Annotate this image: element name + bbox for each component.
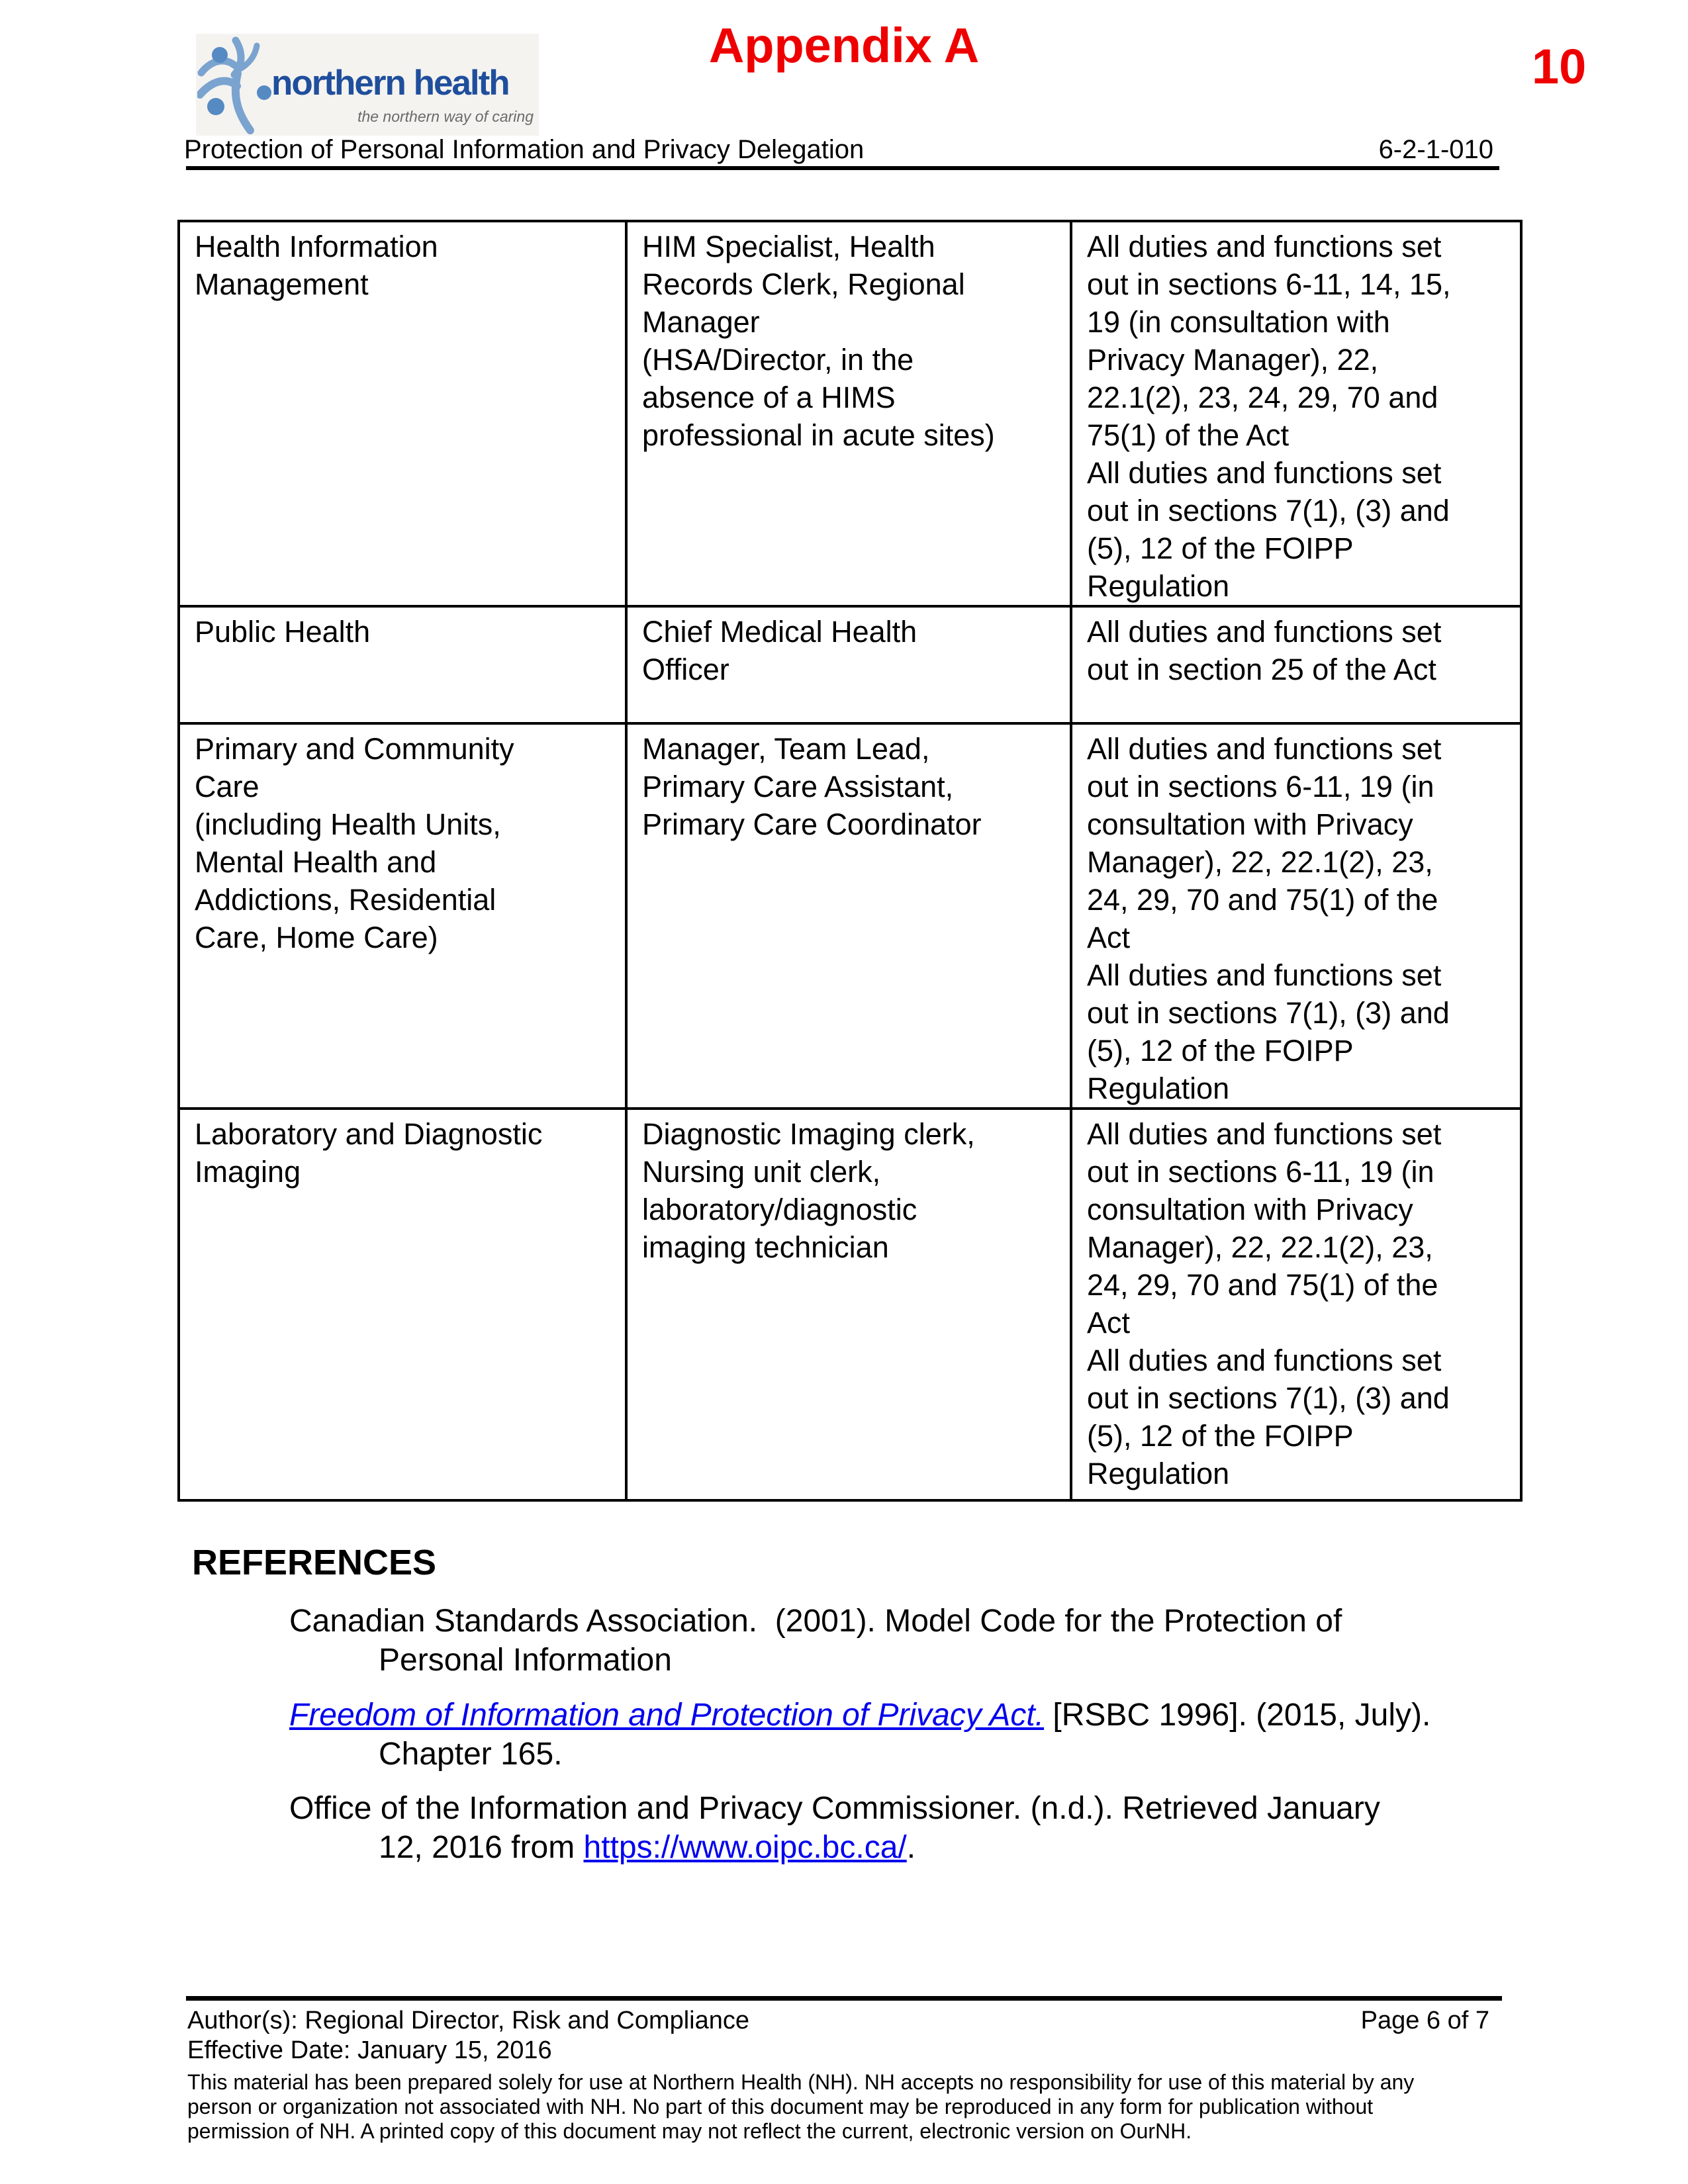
logo-dot [257, 85, 271, 100]
footer-disclaimer: This material has been prepared solely for use at Northern Health (NH). NH accepts no responsibility for use of this material by any person or organization not associated with NH. No part of this document may be reproduced in any form for publication without permission of NH. A printed copy of this document may not reflect the current, electronic version on OurNH. [187, 2070, 1415, 2143]
reference-citation-text: . [906, 1830, 916, 1865]
page-annotation-number: 10 [1532, 39, 1587, 94]
reference-citation-text: [RSBC 1996]. (2015, July). [1044, 1698, 1431, 1733]
table-row [179, 221, 1521, 606]
reference-line: Office of the Information and Privacy Commissioner. (n.d.). Retrieved January [289, 1791, 1380, 1826]
program-cell: Public Health [179, 606, 626, 723]
footer-effective-date: Effective Date: January 15, 2016 [187, 2036, 552, 2064]
positions-cell: Diagnostic Imaging clerk, Nursing unit clerk, laboratory/diagnostic imaging technician [626, 1109, 1071, 1500]
duties-cell: All duties and functions set out in sections 6-11, 19 (in consultation with Privacy Manager), 22, 22.1(2), 23, 24, 29, 70 and 75(1) of the Act All duties and functions set out in sections 7(1), (3) and (5), 12 of the FOIPP Regulation [1071, 1109, 1521, 1500]
footer-divider [186, 1996, 1502, 2001]
reference-entry-foippa [289, 1696, 1547, 1774]
logo-dot [207, 98, 224, 115]
reference-entry-csa: Canadian Standards Association. (2001). Model Code for the Protection of Personal Information [289, 1604, 1342, 1678]
positions-cell: HIM Specialist, Health Records Clerk, Regional Manager (HSA/Director, in the absence of a HIMS professional in acute sites) [626, 221, 1071, 606]
reference-entry-oipc [289, 1789, 1547, 1867]
reference-citation-text: 12, 2016 from [379, 1830, 584, 1865]
duties-cell: All duties and functions set out in sections 6-11, 19 (in consultation with Privacy Manager), 22, 22.1(2), 23, 24, 29, 70 and 75(1) of the Act All duties and functions set out in sections 7(1), (3) and (5), 12 of the FOIPP Regulation [1071, 723, 1521, 1109]
table-row [179, 723, 1521, 1109]
duties-cell: All duties and functions set out in sections 6-11, 14, 15, 19 (in consultation with Privacy Manager), 22, 22.1(2), 23, 24, 29, 70 and 75(1) of the Act All duties and functions set out in sections 7(1), (3) and (5), 12 of the FOIPP Regulation [1071, 221, 1521, 606]
footer-author: Author(s): Regional Director, Risk and Compliance [187, 2007, 750, 2034]
header-divider [186, 166, 1499, 170]
program-cell: Health Information Management [179, 221, 626, 606]
reference-line: Chapter 165. [379, 1737, 563, 1772]
references-heading: REFERENCES [192, 1543, 437, 1582]
footer-page-number: Page 6 of 7 [1360, 2007, 1489, 2034]
reference-line [379, 1828, 1547, 1867]
positions-cell: Manager, Team Lead, Primary Care Assistant, Primary Care Coordinator [626, 723, 1071, 1109]
document-code: 6-2-1-010 [1378, 135, 1493, 164]
document-title: Protection of Personal Information and Privacy Delegation [184, 135, 865, 164]
appendix-label: Appendix A [708, 18, 980, 73]
oipc-url-link[interactable]: https://www.oipc.bc.ca/ [583, 1830, 907, 1865]
program-cell: Primary and Community Care (including Health Units, Mental Health and Addictions, Residential Care, Home Care) [179, 723, 626, 1109]
program-cell: Laboratory and Diagnostic Imaging [179, 1109, 626, 1500]
reference-line [289, 1696, 1547, 1735]
logo-wordmark: northern health [271, 64, 509, 103]
table-row [179, 1109, 1521, 1500]
logo-tagline: the northern way of caring [357, 108, 534, 125]
duties-cell: All duties and functions set out in section 25 of the Act [1071, 606, 1521, 723]
table-row [179, 606, 1521, 723]
foippa-link[interactable]: Freedom of Information and Protection of Privacy Act. [289, 1698, 1045, 1733]
positions-cell: Chief Medical Health Officer [626, 606, 1071, 723]
delegation-table [177, 220, 1523, 1502]
